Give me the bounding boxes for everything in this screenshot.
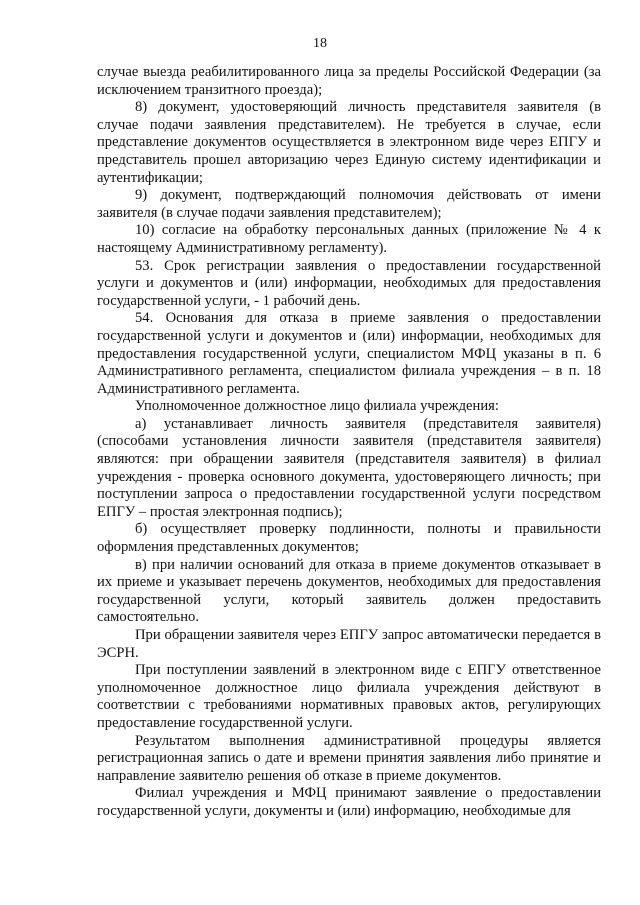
- paragraph: случае выезда реабилитированного лица за пределы Российской Федерации (за исключением транзитного проезда);: [97, 64, 601, 98]
- paragraph: 54. Основания для отказа в приеме заявления о предоставлении государственной услуги и документов и (или) информации, необходимых для предоставления государственной услуги, специалистом МФЦ указаны в п. 6 Административного регламента, специалистом филиала учреждения – в п. 18 Административного регламента.: [97, 310, 601, 397]
- paragraph: Уполномоченное должностное лицо филиала учреждения:: [135, 398, 499, 415]
- paragraph: 8) документ, удостоверяющий личность представителя заявителя (в случае подачи заявления представителем). Не требуется в случае, если представление документов осуществляется в электронном виде через ЕПГУ и представитель прошел авторизацию через Единую систему идентификации и аутентификации;: [97, 99, 601, 186]
- document-body: [97, 64, 601, 821]
- page-number: 18: [313, 36, 327, 51]
- paragraph: 53. Срок регистрации заявления о предоставлении государственной услуги и документов и (или) информации, необходимых для предоставления государственной услуги, - 1 рабочий день.: [97, 257, 601, 309]
- paragraph: Филиал учреждения и МФЦ принимают заявление о предоставлении государственной услуги, документы и (или) информацию, необходимые для: [97, 785, 601, 819]
- paragraph: 10) согласие на обработку персональных данных (приложение № 4 к настоящему Административному регламенту).: [97, 222, 601, 256]
- paragraph: в) при наличии оснований для отказа в приеме документов отказывает в их приеме и указывает перечень документов, необходимых для предоставления государственной услуги, который заявитель должен предоставить самостоятельно.: [97, 556, 601, 626]
- paragraph: Результатом выполнения административной процедуры является регистрационная запись о дате и времени принятия заявления либо принятие и направление заявителю решения об отказе в приеме документов.: [97, 732, 601, 784]
- paragraph: б) осуществляет проверку подлинности, полноты и правильности оформления представленных документов;: [97, 521, 601, 556]
- paragraph: а) устанавливает личность заявителя (представителя заявителя) (способами установления личности заявителя (представителя заявителя) являются: при обращении заявителя (представителя заявителя) в филиал учреждения - проверка основного документа, удостоверяющего личность; при поступлении запроса о предоставлении государственной услуги посредством ЕПГУ – простая электронная подпись);: [97, 415, 601, 520]
- paragraph: 9) документ, подтверждающий полномочия действовать от имени заявителя (в случае подачи заявления представителем);: [97, 187, 601, 221]
- paragraph: При обращении заявителя через ЕПГУ запрос автоматически передается в ЭСРН.: [97, 627, 601, 661]
- paragraph: При поступлении заявлений в электронном виде с ЕПГУ ответственное уполномоченное должностное лицо филиала учреждения действуют в соответствии с требованиями нормативных правовых актов, регулирующих предоставление государственной услуги.: [97, 662, 601, 731]
